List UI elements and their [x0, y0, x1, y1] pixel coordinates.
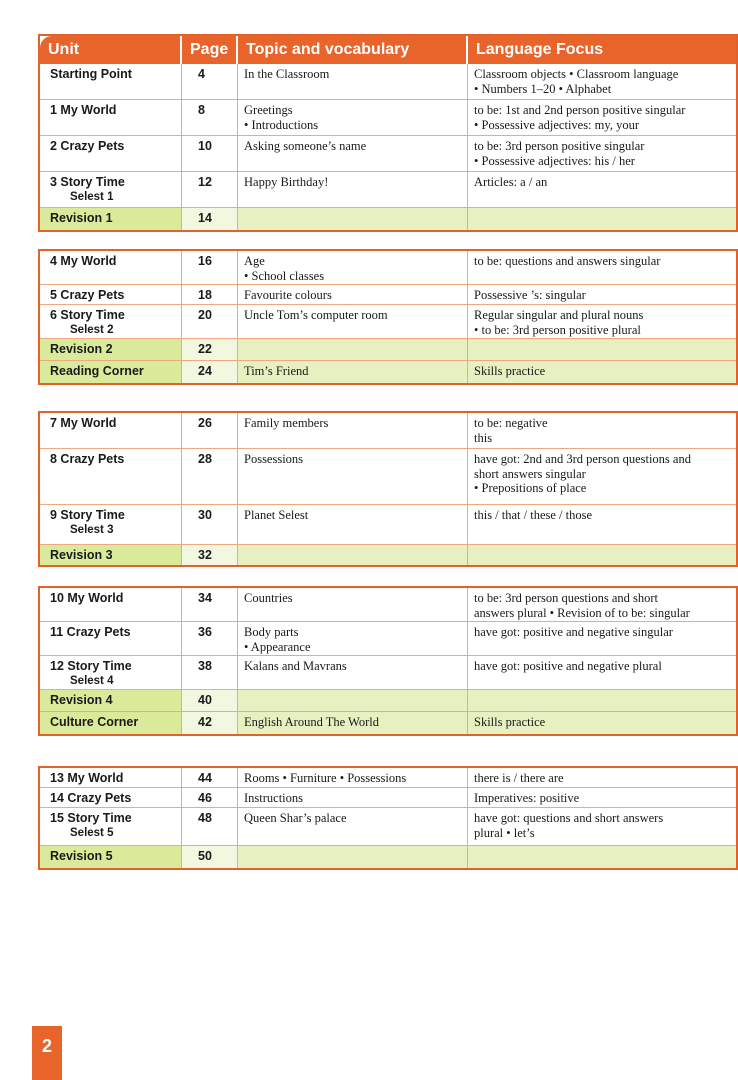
unit-cell: [40, 251, 182, 284]
topic-cell: [238, 656, 468, 689]
topic-cell: [238, 413, 468, 448]
page-number-value: 18: [198, 288, 212, 302]
unit-name: 8 Crazy Pets: [50, 452, 125, 466]
table-row: [40, 136, 736, 172]
language-focus-line: Classroom objects • Classroom language: [474, 67, 679, 81]
language-focus-cell: [468, 100, 736, 135]
language-focus-line: Possessive ’s: singular: [474, 288, 586, 302]
language-focus-cell: [468, 656, 736, 689]
topic-line: Instructions: [244, 791, 304, 805]
table-row: [40, 64, 736, 100]
page-number: 2: [41, 1036, 52, 1056]
topic-cell: [238, 136, 468, 171]
unit-subtitle: Selest 3: [70, 523, 114, 536]
page-cell: [182, 712, 238, 734]
header-language: Language Focus: [476, 41, 604, 58]
topic-line: Possessions: [244, 452, 304, 466]
table-row: [40, 413, 736, 449]
language-focus-cell: [468, 172, 736, 207]
topic-line: Kalans and Mavrans: [244, 659, 347, 673]
language-focus-line: to be: negative: [474, 416, 548, 430]
topic-line: • Introductions: [244, 117, 319, 132]
topic-cell: [238, 622, 468, 655]
page-number-value: 8: [198, 103, 205, 117]
language-focus-cell: [468, 136, 736, 171]
page-cell: [182, 768, 238, 787]
table-header: [40, 36, 736, 64]
unit-name: 9 Story Time: [50, 508, 125, 522]
page-number-value: 34: [198, 591, 212, 605]
language-focus-line: Regular singular and plural nouns: [474, 308, 644, 322]
unit-name: 11 Crazy Pets: [50, 625, 131, 639]
topic-line: Asking someone’s name: [244, 139, 367, 153]
topic-line: Rooms • Furniture • Possessions: [244, 771, 407, 785]
table-row: [40, 505, 736, 545]
unit-cell: [40, 545, 182, 565]
language-focus-cell: [468, 545, 736, 565]
page-cell: [182, 622, 238, 655]
topic-line: Happy Birthday!: [244, 175, 329, 189]
contents-table-block: [38, 249, 738, 385]
page-number-value: 46: [198, 791, 212, 805]
language-focus-cell: [468, 808, 736, 845]
page-number-value: 38: [198, 659, 212, 673]
page-number-badge: [32, 1026, 62, 1080]
unit-cell: [40, 285, 182, 304]
page-cell: [182, 545, 238, 565]
page-number-value: 22: [198, 342, 212, 356]
unit-cell: [40, 505, 182, 544]
language-focus-line: • Numbers 1–20 • Alphabet: [474, 81, 612, 96]
table-row: [40, 656, 736, 690]
language-focus-line: • to be: 3rd person positive plural: [474, 322, 641, 337]
unit-cell: [40, 690, 182, 711]
unit-cell: [40, 64, 182, 99]
unit-cell: [40, 136, 182, 171]
language-focus-line: answers plural • Revision of to be: singular: [474, 605, 690, 620]
language-focus-line: to be: questions and answers singular: [474, 254, 661, 268]
topic-cell: [238, 285, 468, 304]
unit-name: 5 Crazy Pets: [50, 288, 125, 302]
topic-cell: [238, 251, 468, 284]
page-cell: [182, 413, 238, 448]
topic-cell: [238, 64, 468, 99]
language-focus-cell: [468, 712, 736, 734]
language-focus-cell: [468, 846, 736, 868]
page-number-value: 32: [198, 548, 212, 562]
page-cell: [182, 361, 238, 383]
unit-cell: [40, 768, 182, 787]
topic-cell: [238, 172, 468, 207]
unit-name: Culture Corner: [50, 715, 139, 729]
page-number-value: 4: [198, 67, 205, 81]
table-row: [40, 285, 736, 305]
topic-line: • School classes: [244, 268, 325, 283]
topic-line: Family members: [244, 416, 329, 430]
topic-cell: [238, 339, 468, 360]
table-row: [40, 361, 736, 383]
page-number-value: 28: [198, 452, 212, 466]
language-focus-line: • Possessive adjectives: my, your: [474, 117, 640, 132]
unit-name: 7 My World: [50, 416, 117, 430]
language-focus-cell: [468, 588, 736, 621]
topic-cell: [238, 712, 468, 734]
unit-name: 14 Crazy Pets: [50, 791, 132, 805]
language-focus-cell: [468, 208, 736, 230]
topic-line: English Around The World: [244, 715, 379, 729]
page-number-value: 26: [198, 416, 212, 430]
page-cell: [182, 208, 238, 230]
unit-subtitle: Selest 2: [70, 323, 114, 336]
unit-cell: [40, 172, 182, 207]
page-cell: [182, 172, 238, 207]
topic-line: Queen Shar’s palace: [244, 811, 347, 825]
unit-cell: [40, 339, 182, 360]
topic-cell: [238, 545, 468, 565]
table-row: [40, 305, 736, 339]
unit-name: Starting Point: [50, 67, 132, 81]
topic-cell: [238, 788, 468, 807]
unit-name: 3 Story Time: [50, 175, 125, 189]
unit-cell: [40, 413, 182, 448]
language-focus-line: plural • let’s: [474, 825, 535, 840]
unit-cell: [40, 305, 182, 338]
page-number-value: 30: [198, 508, 212, 522]
page-number-value: 24: [198, 364, 212, 378]
language-focus-line: to be: 1st and 2nd person positive singular: [474, 103, 686, 117]
page-number-value: 42: [198, 715, 212, 729]
unit-name: Revision 5: [50, 849, 113, 863]
table-row: [40, 251, 736, 285]
language-focus-cell: [468, 413, 736, 448]
page-number-value: 16: [198, 254, 212, 268]
table-row: [40, 768, 736, 788]
contents-table-block: [38, 411, 738, 567]
unit-name: Reading Corner: [50, 364, 144, 378]
topic-line: Favourite colours: [244, 288, 332, 302]
language-focus-line: this: [474, 430, 493, 445]
topic-line: Body parts: [244, 625, 299, 639]
table-row: [40, 846, 736, 868]
table-row: [40, 788, 736, 808]
language-focus-line: to be: 3rd person questions and short: [474, 591, 659, 605]
page-number-value: 40: [198, 693, 212, 707]
unit-cell: [40, 588, 182, 621]
unit-cell: [40, 449, 182, 504]
unit-name: Revision 3: [50, 548, 113, 562]
contents-table-block: [38, 586, 738, 736]
page-cell: [182, 788, 238, 807]
unit-name: 2 Crazy Pets: [50, 139, 125, 153]
language-focus-cell: [468, 64, 736, 99]
topic-line: Greetings: [244, 103, 293, 117]
language-focus-line: have got: positive and negative singular: [474, 625, 673, 639]
page-number-value: 36: [198, 625, 212, 639]
topic-cell: [238, 305, 468, 338]
language-focus-cell: [468, 251, 736, 284]
table-row: [40, 208, 736, 230]
language-focus-cell: [468, 449, 736, 504]
language-focus-line: this / that / these / those: [474, 508, 593, 522]
header-topic: Topic and vocabulary: [238, 36, 468, 64]
page-number-value: 44: [198, 771, 212, 785]
table-row: [40, 449, 736, 505]
topic-line: • Appearance: [244, 639, 311, 654]
language-focus-line: to be: 3rd person positive singular: [474, 139, 645, 153]
topic-cell: [238, 208, 468, 230]
page-number-value: 20: [198, 308, 212, 322]
page-cell: [182, 656, 238, 689]
table-row: [40, 172, 736, 208]
language-focus-cell: [468, 768, 736, 787]
language-focus-line: Skills practice: [474, 364, 546, 378]
language-focus-cell: [468, 690, 736, 711]
topic-line: Planet Selest: [244, 508, 309, 522]
topic-line: Uncle Tom’s computer room: [244, 308, 388, 322]
unit-cell: [40, 846, 182, 868]
language-focus-cell: [468, 285, 736, 304]
page-number-value: 50: [198, 849, 212, 863]
header-unit: Unit: [40, 36, 182, 64]
topic-cell: [238, 690, 468, 711]
page-cell: [182, 64, 238, 99]
unit-subtitle: Selest 4: [70, 674, 114, 687]
topic-line: Age: [244, 254, 265, 268]
unit-subtitle: Selest 1: [70, 190, 114, 203]
page-cell: [182, 449, 238, 504]
language-focus-line: Articles: a / an: [474, 175, 548, 189]
table-row: [40, 690, 736, 712]
page-cell: [182, 305, 238, 338]
page-cell: [182, 690, 238, 711]
language-focus-cell: [468, 505, 736, 544]
header-page: Page: [182, 36, 238, 64]
page-cell: [182, 846, 238, 868]
page-cell: [182, 808, 238, 845]
unit-cell: [40, 100, 182, 135]
table-row: [40, 712, 736, 734]
topic-line: Countries: [244, 591, 293, 605]
page-cell: [182, 251, 238, 284]
unit-name: Revision 4: [50, 693, 113, 707]
language-focus-line: Skills practice: [474, 715, 546, 729]
contents-table-block: [38, 34, 738, 232]
language-focus-line: have got: questions and short answers: [474, 811, 664, 825]
topic-cell: [238, 846, 468, 868]
unit-cell: [40, 788, 182, 807]
topic-cell: [238, 505, 468, 544]
language-focus-line: have got: positive and negative plural: [474, 659, 662, 673]
table-row: [40, 808, 736, 846]
table-row: [40, 588, 736, 622]
table-row: [40, 622, 736, 656]
language-focus-cell: [468, 361, 736, 383]
table-row: [40, 339, 736, 361]
page-number-value: 10: [198, 139, 212, 153]
unit-subtitle: Selest 5: [70, 826, 114, 839]
unit-name: 12 Story Time: [50, 659, 132, 673]
language-focus-line: • Prepositions of place: [474, 481, 587, 495]
topic-cell: [238, 808, 468, 845]
unit-cell: [40, 208, 182, 230]
unit-name: Revision 1: [50, 211, 113, 225]
unit-name: 6 Story Time: [50, 308, 125, 322]
language-focus-line: Imperatives: positive: [474, 791, 580, 805]
page-number-value: 12: [198, 175, 212, 189]
page-cell: [182, 588, 238, 621]
topic-cell: [238, 588, 468, 621]
contents-table-block: [38, 766, 738, 870]
topic-cell: [238, 100, 468, 135]
topic-cell: [238, 768, 468, 787]
topic-cell: [238, 361, 468, 383]
unit-name: 1 My World: [50, 103, 117, 117]
topic-cell: [238, 449, 468, 504]
unit-name: 15 Story Time: [50, 811, 132, 825]
unit-cell: [40, 622, 182, 655]
page-number-value: 14: [198, 211, 212, 225]
unit-name: 4 My World: [50, 254, 117, 268]
unit-cell: [40, 712, 182, 734]
unit-name: Revision 2: [50, 342, 113, 356]
page-cell: [182, 285, 238, 304]
unit-name: 10 My World: [50, 591, 124, 605]
page-number-value: 48: [198, 811, 212, 825]
unit-cell: [40, 361, 182, 383]
language-focus-cell: [468, 788, 736, 807]
language-focus-line: • Possessive adjectives: his / her: [474, 153, 635, 168]
page-cell: [182, 339, 238, 360]
language-focus-line: short answers singular: [474, 466, 586, 481]
unit-name: 13 My World: [50, 771, 124, 785]
table-row: [40, 545, 736, 565]
unit-cell: [40, 656, 182, 689]
topic-line: In the Classroom: [244, 67, 330, 81]
page-cell: [182, 136, 238, 171]
language-focus-cell: [468, 305, 736, 338]
topic-line: Tim’s Friend: [244, 364, 309, 378]
language-focus-cell: [468, 622, 736, 655]
language-focus-cell: [468, 339, 736, 360]
page-cell: [182, 100, 238, 135]
unit-cell: [40, 808, 182, 845]
language-focus-line: there is / there are: [474, 771, 564, 785]
page-cell: [182, 505, 238, 544]
language-focus-line: have got: 2nd and 3rd person questions and: [474, 452, 691, 466]
table-row: [40, 100, 736, 136]
